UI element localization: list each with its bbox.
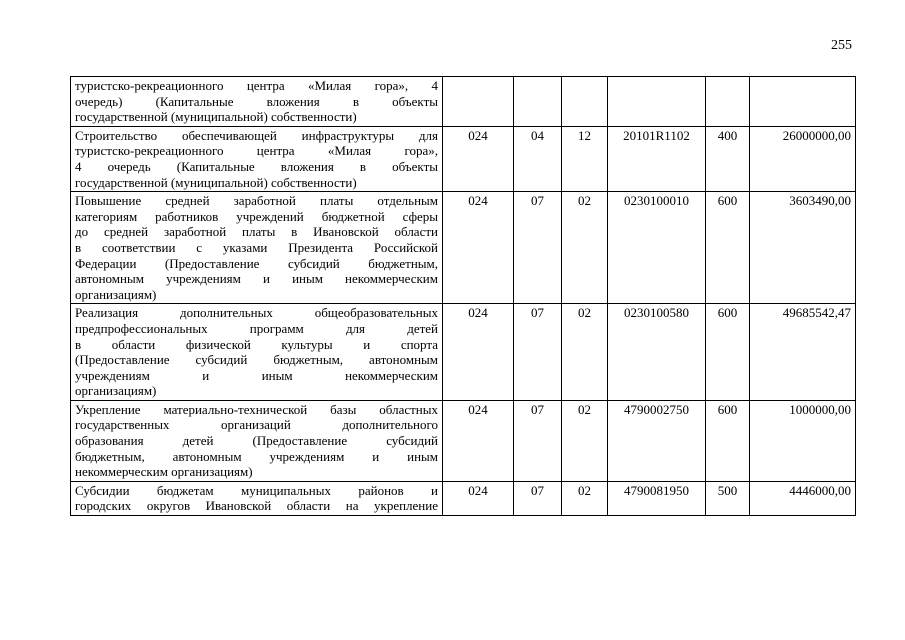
expense-description-cell xyxy=(71,481,443,515)
section-code-cell: 07 xyxy=(514,481,562,515)
page-number: 255 xyxy=(831,38,852,53)
description-line: Повышение средней заработной платы отдельным xyxy=(75,193,438,209)
expense-type-cell: 500 xyxy=(706,481,750,515)
description-line: образования детей (Предоставление субсидий xyxy=(75,433,438,449)
budget-table-body xyxy=(71,77,856,516)
description-line: государственных организаций дополнительного xyxy=(75,417,438,433)
subsection-code-cell: 02 xyxy=(562,304,608,401)
section-code-cell: 07 xyxy=(514,192,562,304)
expense-type-cell: 600 xyxy=(706,400,750,481)
description-line: автономным учреждениям и иным некоммерческим xyxy=(75,271,438,287)
expense-description-cell xyxy=(71,77,443,127)
subsection-code-cell xyxy=(562,77,608,127)
table-row xyxy=(71,304,856,401)
subsection-code-cell: 02 xyxy=(562,481,608,515)
table-row xyxy=(71,192,856,304)
description-line: до средней заработной платы в Ивановской области xyxy=(75,224,438,240)
description-line: организациям) xyxy=(75,286,157,302)
description-line: туристско-рекреационного центра «Милая гора», 4 xyxy=(75,78,438,93)
table-row xyxy=(71,126,856,191)
target-article-cell: 0230100010 xyxy=(608,192,706,304)
description-line: категориям работников учреждений бюджетной сферы xyxy=(75,208,438,224)
expense-type-cell xyxy=(706,77,750,127)
admin-code-cell: 024 xyxy=(443,304,514,401)
amount-cell: 4446000,00 xyxy=(750,481,856,515)
subsection-code-cell: 02 xyxy=(562,400,608,481)
table-row xyxy=(71,400,856,481)
description-line: Федерации (Предоставление субсидий бюджетным, xyxy=(75,255,438,271)
admin-code-cell: 024 xyxy=(443,192,514,304)
admin-code-cell: 024 xyxy=(443,400,514,481)
description-line: туристско-рекреационного центра «Милая гора», xyxy=(75,143,438,159)
expense-type-cell: 400 xyxy=(706,126,750,191)
budget-table xyxy=(70,76,856,516)
amount-cell: 49685542,47 xyxy=(750,304,856,401)
description-line: в области физической культуры и спорта xyxy=(75,336,438,352)
description-line: городских округов Ивановской области на укрепление xyxy=(75,498,438,514)
expense-description-cell xyxy=(71,304,443,401)
section-code-cell: 07 xyxy=(514,400,562,481)
table-row xyxy=(71,77,856,127)
description-line: Укрепление материально-технической базы областных xyxy=(75,401,438,417)
description-line: бюджетным, автономным учреждениям и иным xyxy=(75,448,438,464)
expense-type-cell: 600 xyxy=(706,192,750,304)
target-article-cell: 4790002750 xyxy=(608,400,706,481)
description-line: государственной (муниципальной) собственности) xyxy=(75,174,357,190)
subsection-code-cell: 12 xyxy=(562,126,608,191)
expense-description-cell xyxy=(71,400,443,481)
description-line: организациям) xyxy=(75,383,157,399)
description-line: (Предоставление субсидий бюджетным, автономным xyxy=(75,352,438,368)
target-article-cell xyxy=(608,77,706,127)
section-code-cell: 04 xyxy=(514,126,562,191)
amount-cell: 26000000,00 xyxy=(750,126,856,191)
section-code-cell xyxy=(514,77,562,127)
description-line: очередь) (Капитальные вложения в объекты xyxy=(75,93,438,109)
target-article-cell: 4790081950 xyxy=(608,481,706,515)
description-line: Субсидии бюджетам муниципальных районов и xyxy=(75,482,438,498)
expense-description-cell xyxy=(71,192,443,304)
section-code-cell: 07 xyxy=(514,304,562,401)
admin-code-cell: 024 xyxy=(443,481,514,515)
description-line: учреждениям и иным некоммерческим xyxy=(75,367,438,383)
description-line: некоммерческим организациям) xyxy=(75,464,253,480)
amount-cell: 1000000,00 xyxy=(750,400,856,481)
subsection-code-cell: 02 xyxy=(562,192,608,304)
description-line: Строительство обеспечивающей инфраструктуры для xyxy=(75,127,438,143)
admin-code-cell xyxy=(443,77,514,127)
table-row xyxy=(71,481,856,515)
target-article-cell: 0230100580 xyxy=(608,304,706,401)
target-article-cell: 20101R1102 xyxy=(608,126,706,191)
admin-code-cell: 024 xyxy=(443,126,514,191)
description-line: государственной (муниципальной) собственности) xyxy=(75,109,357,125)
expense-type-cell: 600 xyxy=(706,304,750,401)
description-line: предпрофессиональных программ для детей xyxy=(75,320,438,336)
description-line: Реализация дополнительных общеобразовательных xyxy=(75,305,438,321)
description-line: в соответствии с указами Президента Российской xyxy=(75,239,438,255)
description-line: 4 очередь (Капитальные вложения в объекты xyxy=(75,158,438,174)
amount-cell xyxy=(750,77,856,127)
expense-description-cell xyxy=(71,126,443,191)
amount-cell: 3603490,00 xyxy=(750,192,856,304)
